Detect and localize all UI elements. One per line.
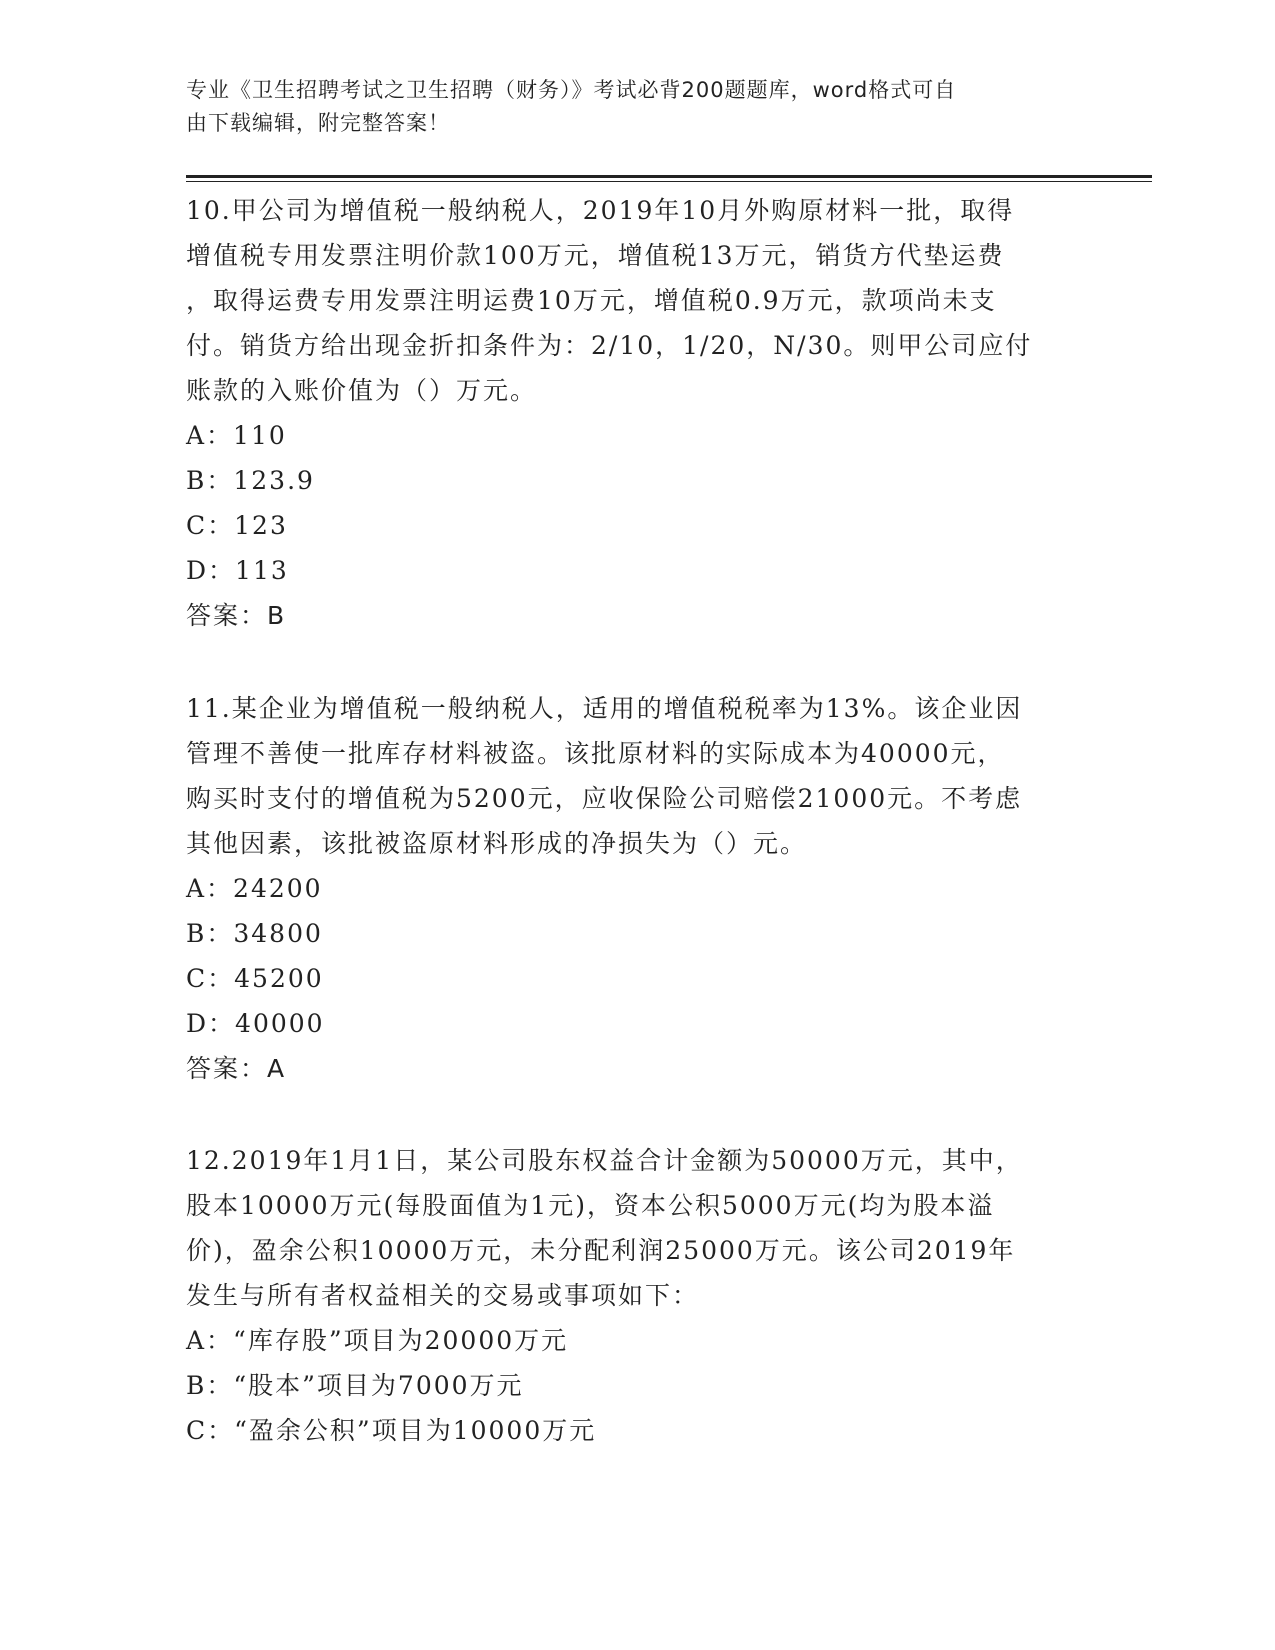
option-b: B：34800 (186, 919, 323, 948)
header-divider-thick (186, 175, 1152, 178)
stem-line: 发生与所有者权益相关的交易或事项如下： (186, 1281, 700, 1310)
question-stem (186, 686, 1076, 866)
option-d: D：40000 (186, 1009, 325, 1038)
question-stem (186, 188, 1076, 413)
stem-line: 购买时支付的增值税为5200元，应收保险公司赔偿21000元。不考虑 (186, 784, 1023, 813)
answer-label: 答案：B (186, 601, 287, 630)
header-line-1: 专业《卫生招聘考试之卫生招聘（财务）》考试必背200题题库，word格式可自 (186, 78, 957, 102)
option-a: A：110 (186, 421, 287, 450)
option-b: B：123.9 (186, 466, 315, 495)
stem-line: 10.甲公司为增值税一般纳税人，2019年10月外购原材料一批，取得 (186, 196, 1015, 225)
option-d: D：113 (186, 556, 289, 585)
answer-label: 答案：A (186, 1054, 287, 1083)
stem-line: ，取得运费专用发票注明运费10万元，增值税0.9万元，款项尚未支 (186, 286, 997, 315)
question-stem (186, 1138, 1076, 1318)
option-a: A：“库存股”项目为20000万元 (186, 1326, 569, 1355)
header-divider-thin (186, 181, 1152, 182)
question-11 (186, 686, 1076, 1091)
option-a: A：24200 (186, 874, 323, 903)
stem-line: 12.2019年1月1日，某公司股东权益合计金额为50000万元，其中， (186, 1146, 1023, 1175)
stem-line: 增值税专用发票注明价款100万元，增值税13万元，销货方代垫运费 (186, 241, 1005, 270)
header-line-2: 由下载编辑，附完整答案！ (186, 111, 450, 135)
question-10 (186, 188, 1076, 638)
option-b: B：“股本”项目为7000万元 (186, 1371, 524, 1400)
stem-line: 其他因素，该批被盗原材料形成的净损失为（）元。 (186, 829, 808, 858)
stem-line: 付。销货方给出现金折扣条件为：2/10，1/20，N/30。则甲公司应付 (186, 331, 1033, 360)
stem-line: 管理不善使一批库存材料被盗。该批原材料的实际成本为40000元， (186, 739, 1005, 768)
stem-line: 价)，盈余公积10000万元，未分配利润25000万元。该公司2019年 (186, 1236, 1016, 1265)
option-c: C：123 (186, 511, 288, 540)
stem-line: 账款的入账价值为（）万元。 (186, 376, 538, 405)
question-12 (186, 1138, 1076, 1453)
option-c: C：“盈余公积”项目为10000万元 (186, 1416, 597, 1445)
document-header (186, 74, 1066, 140)
stem-line: 股本10000万元(每股面值为1元)，资本公积5000万元(均为股本溢 (186, 1191, 995, 1220)
option-c: C：45200 (186, 964, 324, 993)
stem-line: 11.某企业为增值税一般纳税人，适用的增值税税率为13%。该企业因 (186, 694, 1023, 723)
